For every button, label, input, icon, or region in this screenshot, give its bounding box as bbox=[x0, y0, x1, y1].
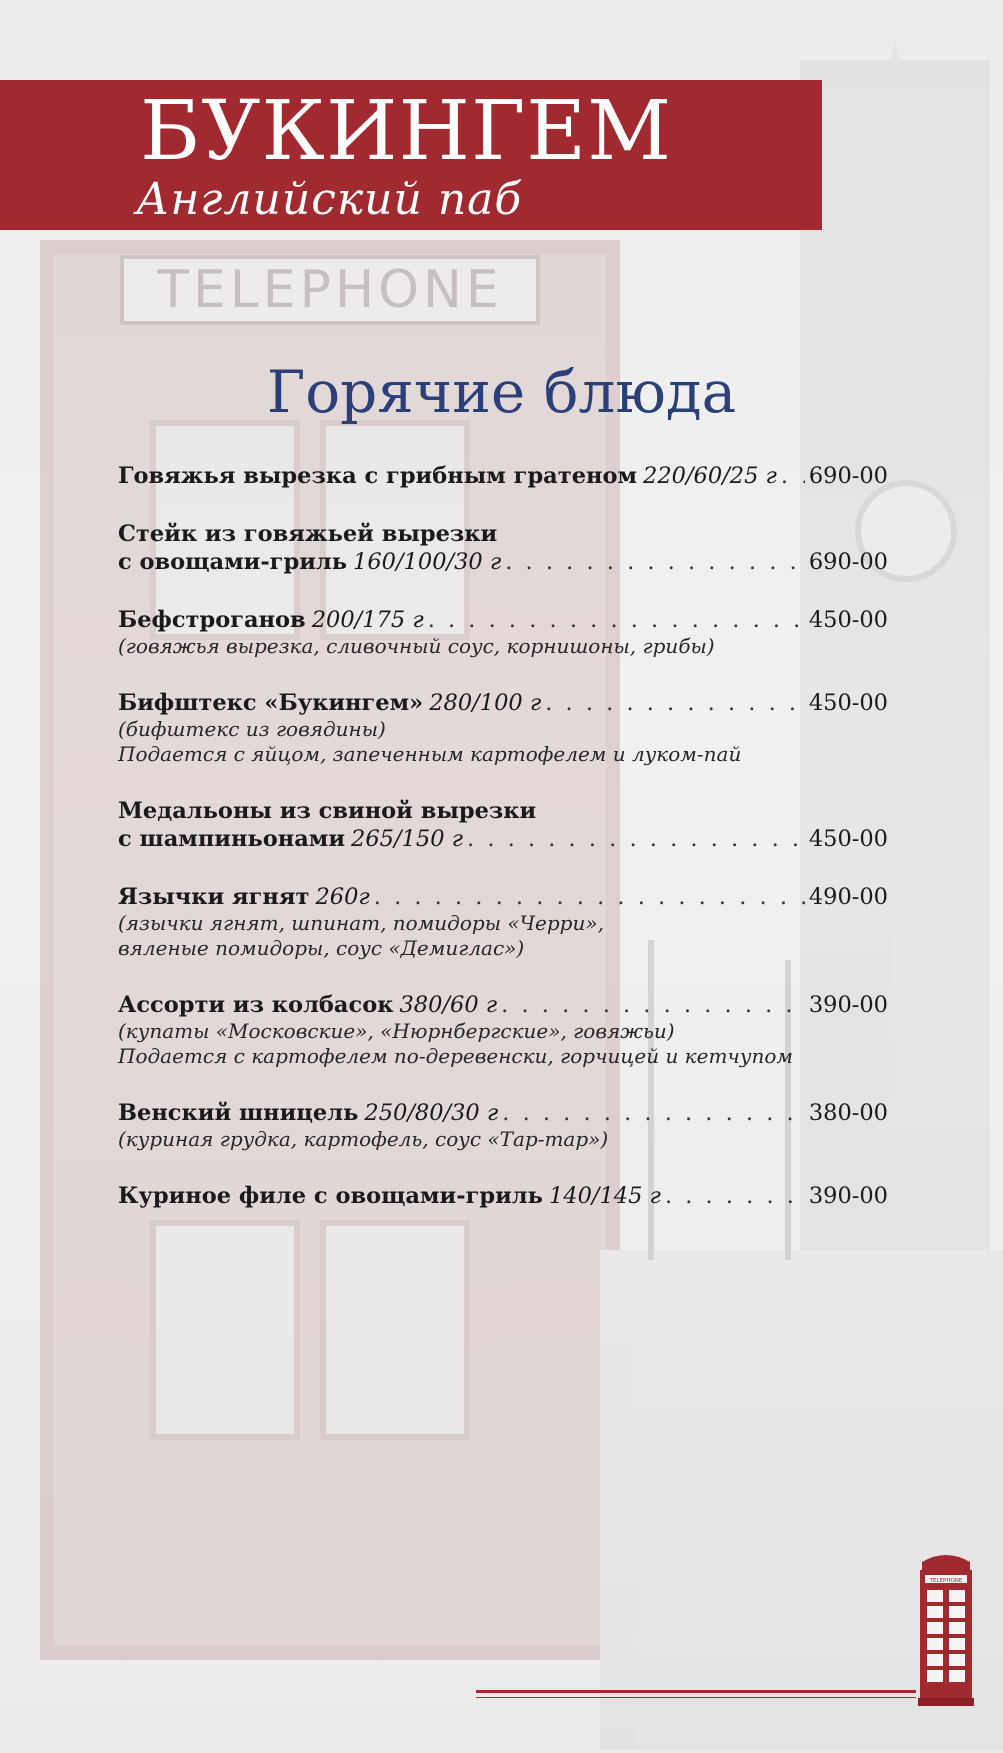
item-weight: 280/100 г bbox=[429, 690, 542, 716]
item-description: (говяжья вырезка, сливочный соус, корнишоны, грибы) bbox=[118, 634, 715, 658]
item-name: Куриное филе с овощами-гриль bbox=[118, 1183, 543, 1209]
section-title: Горячие блюда bbox=[266, 358, 737, 426]
item-weight: 260г bbox=[315, 884, 370, 910]
item-price: 380-00 bbox=[808, 1100, 888, 1126]
booth-window bbox=[320, 1220, 470, 1440]
item-price: 450-00 bbox=[808, 690, 888, 716]
item-description: (язычки ягнят, шпинат, помидоры «Черри», bbox=[118, 911, 604, 935]
item-weight: 250/80/30 г bbox=[364, 1100, 499, 1126]
menu-item bbox=[118, 689, 888, 767]
item-price: 490-00 bbox=[808, 884, 888, 910]
item-name: Бефстроганов bbox=[118, 607, 306, 633]
item-name: Говяжья вырезка с грибным гратеном bbox=[118, 463, 638, 489]
menu-item bbox=[118, 883, 888, 961]
item-name-line1: Стейк из говяжьей вырезки bbox=[118, 521, 498, 547]
footer-rule bbox=[476, 1690, 916, 1693]
footer-rule bbox=[476, 1697, 916, 1698]
item-weight: 140/145 г bbox=[548, 1183, 661, 1209]
item-description: (купаты «Московские», «Нюрнбергские», говяжьи) bbox=[118, 1019, 675, 1043]
leader-dots bbox=[781, 462, 805, 490]
menu-item bbox=[118, 520, 888, 576]
item-price: 690-00 bbox=[808, 549, 888, 575]
item-weight: 380/60 г bbox=[399, 992, 498, 1018]
item-description: вяленые помидоры, соус «Демиглас») bbox=[118, 936, 525, 960]
item-name: с овощами-гриль bbox=[118, 549, 348, 575]
item-name: Венский шницель bbox=[118, 1100, 359, 1126]
item-description: (куриная грудка, картофель, соус «Тар-тар») bbox=[118, 1127, 609, 1151]
leader-dots bbox=[505, 548, 805, 576]
menu-item bbox=[118, 462, 888, 490]
menu-item bbox=[118, 1182, 888, 1210]
item-weight: 220/60/25 г bbox=[643, 463, 777, 489]
leader-dots bbox=[501, 991, 805, 1019]
item-weight: 200/175 г bbox=[311, 607, 424, 633]
menu-list bbox=[118, 462, 888, 1240]
leader-dots bbox=[502, 1099, 805, 1127]
menu-item bbox=[118, 991, 888, 1069]
leader-dots bbox=[665, 1182, 805, 1210]
brand-title: БУКИНГЕМ bbox=[140, 84, 673, 179]
item-price: 450-00 bbox=[808, 826, 888, 852]
booth-window bbox=[150, 1220, 300, 1440]
brand-subtitle: Английский паб bbox=[136, 174, 523, 225]
menu-item bbox=[118, 797, 888, 853]
menu-item bbox=[118, 606, 888, 659]
item-price: 390-00 bbox=[808, 992, 888, 1018]
leader-dots bbox=[374, 883, 805, 911]
booth-sign: TELEPHONE bbox=[120, 255, 540, 325]
item-name: с шампиньонами bbox=[118, 826, 346, 852]
item-price: 450-00 bbox=[808, 607, 888, 633]
item-price: 390-00 bbox=[808, 1183, 888, 1209]
item-name-line1: Медальоны из свиной вырезки bbox=[118, 798, 537, 824]
item-description: Подается с яйцом, запеченным картофелем и луком-пай bbox=[118, 742, 742, 766]
item-name: Язычки ягнят bbox=[118, 884, 310, 910]
logo-sign-text: TELEPHONE bbox=[929, 1578, 963, 1584]
item-description: Подается с картофелем по-деревенски, горчицей и кетчупом bbox=[118, 1044, 793, 1068]
leader-dots bbox=[467, 825, 805, 853]
leader-dots bbox=[428, 606, 805, 634]
item-name: Бифштекс «Букингем» bbox=[118, 690, 424, 716]
item-weight: 160/100/30 г bbox=[353, 549, 502, 575]
item-name: Ассорти из колбасок bbox=[118, 992, 394, 1018]
item-description: (бифштекс из говядины) bbox=[118, 717, 386, 741]
item-price: 690-00 bbox=[808, 463, 888, 489]
phone-booth-icon bbox=[916, 1548, 976, 1708]
leader-dots bbox=[545, 689, 805, 717]
menu-item bbox=[118, 1099, 888, 1152]
item-weight: 265/150 г bbox=[351, 826, 464, 852]
